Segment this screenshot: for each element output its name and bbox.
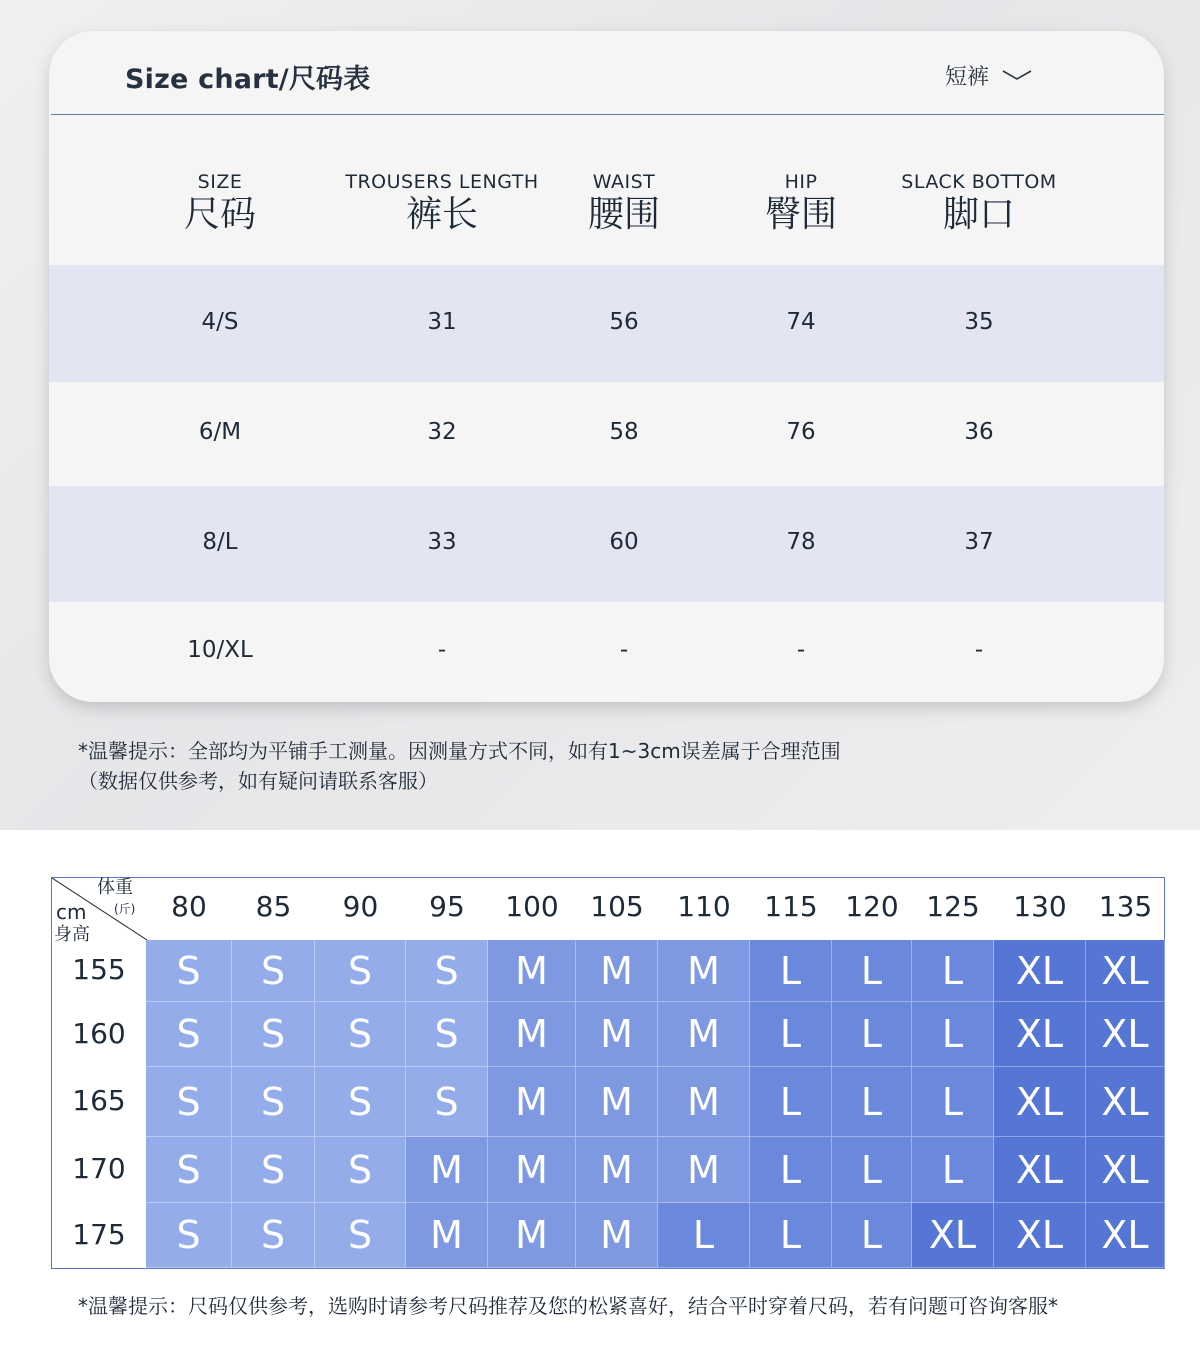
column-header [701,171,901,237]
size-recommendation-cell: L [750,1203,832,1268]
measurement-cell: 35 [964,308,994,335]
measurement-cell: - [619,637,629,663]
size-recommendation-cell: S [146,940,232,1002]
size-recommendation-cell: M [406,1203,488,1268]
weight-header: 105 [590,890,644,923]
size-recommendation-cell: L [912,940,994,1002]
corner-cm-label: cm [56,900,87,924]
size-recommendation-cell: S [232,1137,315,1203]
size-recommendation-cell: L [832,1002,912,1067]
size-recommendation-cell: S [315,1067,406,1137]
size-recommendation-cell: M [576,1002,658,1067]
size-recommendation-cell: XL [994,1067,1086,1137]
size-recommendation-cell: L [750,1137,832,1203]
size-cell: 10/XL [187,637,253,663]
measurement-cell: 32 [427,419,457,445]
size-recommendation-cell: S [406,1002,488,1067]
corner-height-label: 身高 [54,924,90,945]
size-recommendation-cell: S [232,1002,315,1067]
table-row [49,265,1164,382]
page-title: Size chart/尺码表 [125,64,371,95]
size-recommendation-cell: L [912,1067,994,1137]
column-header [524,171,724,237]
size-recommendation-cell: L [832,940,912,1002]
column-header-en: WAIST [592,171,656,193]
size-recommendation-cell: M [658,1137,750,1203]
size-recommendation-cell: S [232,1067,315,1137]
column-header [120,171,320,237]
size-recommendation-cell: S [315,1137,406,1203]
weight-header: 115 [764,890,818,923]
size-recommendation-cell: L [750,940,832,1002]
column-header [342,171,542,237]
measurement-note-line1: *温馨提示：全部均为平铺手工测量。因测量方式不同，如有1~3cm误差属于合理范围 [78,739,841,763]
table-row [49,382,1164,486]
weight-header: 135 [1098,890,1153,923]
size-recommendation-cell: XL [1086,1002,1165,1067]
column-header-en: HIP [784,171,818,193]
size-recommendation-cell: S [315,1002,406,1067]
size-cell: 4/S [201,308,239,335]
size-recommendation-cell: XL [994,940,1086,1002]
recommendation-note: *温馨提示：尺码仅供参考，选购时请参考尺码推荐及您的松紧喜好，结合平时穿着尺码，若有问题可咨询客服* [78,1294,1058,1318]
table-row [49,486,1164,602]
height-header: 160 [72,1016,126,1050]
size-recommendation-cell: S [146,1137,232,1203]
size-recommendation-cell: L [750,1002,832,1067]
size-recommendation-cell: S [232,1203,315,1268]
height-header: 155 [72,953,126,986]
dropdown-label: 短裤 [945,64,990,90]
weight-header: 85 [255,890,292,923]
title-divider [51,114,1164,115]
size-recommendation-cell: S [406,1067,488,1137]
size-recommendation-cell: S [406,940,488,1002]
size-recommendation-cell: M [658,1067,750,1137]
measurement-cell: 33 [427,529,457,555]
weight-header: 125 [926,890,980,923]
column-header-cn: 臀围 [764,194,837,235]
size-recommendation-cell: M [406,1137,488,1203]
column-header-en: SIZE [197,171,243,193]
measurement-note-line2: （数据仅供参考，如有疑问请联系客服） [78,769,438,793]
size-recommendation-cell: L [832,1067,912,1137]
measurement-cell: 37 [964,529,994,555]
size-chart-card [49,31,1164,702]
measurement-cell: - [796,637,806,663]
size-recommendation-grid [51,877,1165,1269]
size-recommendation-cell: S [315,1203,406,1268]
height-header: 170 [72,1152,126,1185]
size-recommendation-cell: XL [1086,940,1165,1002]
chevron-down-icon [1001,68,1033,82]
product-type-dropdown[interactable] [945,57,1055,93]
size-recommendation-cell: M [576,940,658,1002]
size-recommendation-cell: L [832,1137,912,1203]
size-recommendation-cell: M [488,1203,576,1268]
size-recommendation-cell: L [912,1137,994,1203]
measurement-cell: 58 [609,419,639,445]
weight-header: 110 [677,890,731,923]
measurement-cell: 56 [609,308,639,335]
size-recommendation-cell: XL [1086,1067,1165,1137]
size-recommendation-cell: S [146,1067,232,1137]
column-header-cn: 尺码 [183,194,256,235]
size-recommendation-cell: M [488,1002,576,1067]
size-recommendation-cell: M [658,940,750,1002]
size-cell: 8/L [202,529,238,555]
column-header-cn: 脚口 [942,194,1015,235]
weight-header: 130 [1013,890,1067,923]
corner-weight-unit: (斤) [114,902,136,916]
size-recommendation-cell: M [576,1067,658,1137]
size-recommendation-cell: XL [994,1203,1086,1268]
corner-weight-label: 体重 [97,877,133,898]
column-header-en: SLACK BOTTOM [901,171,1057,193]
column-header-en: TROUSERS LENGTH [345,171,539,193]
measurement-cell: 76 [786,419,816,445]
size-recommendation-cell: S [146,1203,232,1268]
size-recommendation-cell: M [488,1067,576,1137]
column-header-cn: 裤长 [405,194,478,235]
size-cell: 6/M [198,419,242,445]
measurement-cell: - [974,637,984,663]
column-header [879,171,1079,237]
size-recommendation-cell: S [232,940,315,1002]
size-recommendation-cell: L [832,1203,912,1268]
size-recommendation-cell: L [658,1203,750,1268]
size-recommendation-cell: XL [1086,1137,1165,1203]
table-row [49,602,1164,702]
size-recommendation-cell: XL [1086,1203,1165,1268]
column-header-cn: 腰围 [587,194,660,235]
measurement-cell: - [437,637,447,663]
size-recommendation-cell: XL [994,1002,1086,1067]
weight-header: 90 [342,890,379,923]
measurement-cell: 74 [786,308,816,335]
weight-header: 95 [429,890,465,923]
weight-header: 120 [845,890,899,923]
size-recommendation-cell: L [912,1002,994,1067]
height-header: 165 [72,1084,126,1117]
weight-header: 80 [171,890,207,923]
size-recommendation-cell: M [658,1002,750,1067]
size-recommendation-cell: S [146,1002,232,1067]
measurement-cell: 31 [427,308,457,335]
measurement-cell: 36 [964,419,994,445]
size-recommendation-cell: S [315,940,406,1002]
size-recommendation-cell: XL [994,1137,1086,1203]
size-recommendation-cell: M [488,1137,576,1203]
size-recommendation-cell: M [576,1203,658,1268]
measurement-cell: 78 [786,529,816,555]
measurement-note [78,736,841,796]
size-recommendation-cell: L [750,1067,832,1137]
measurement-cell: 60 [609,529,639,555]
size-recommendation-cell: M [488,940,576,1002]
weight-header: 100 [505,890,559,923]
size-recommendation-cell: M [576,1137,658,1203]
height-header: 175 [72,1217,126,1251]
size-recommendation-cell: XL [912,1203,994,1268]
